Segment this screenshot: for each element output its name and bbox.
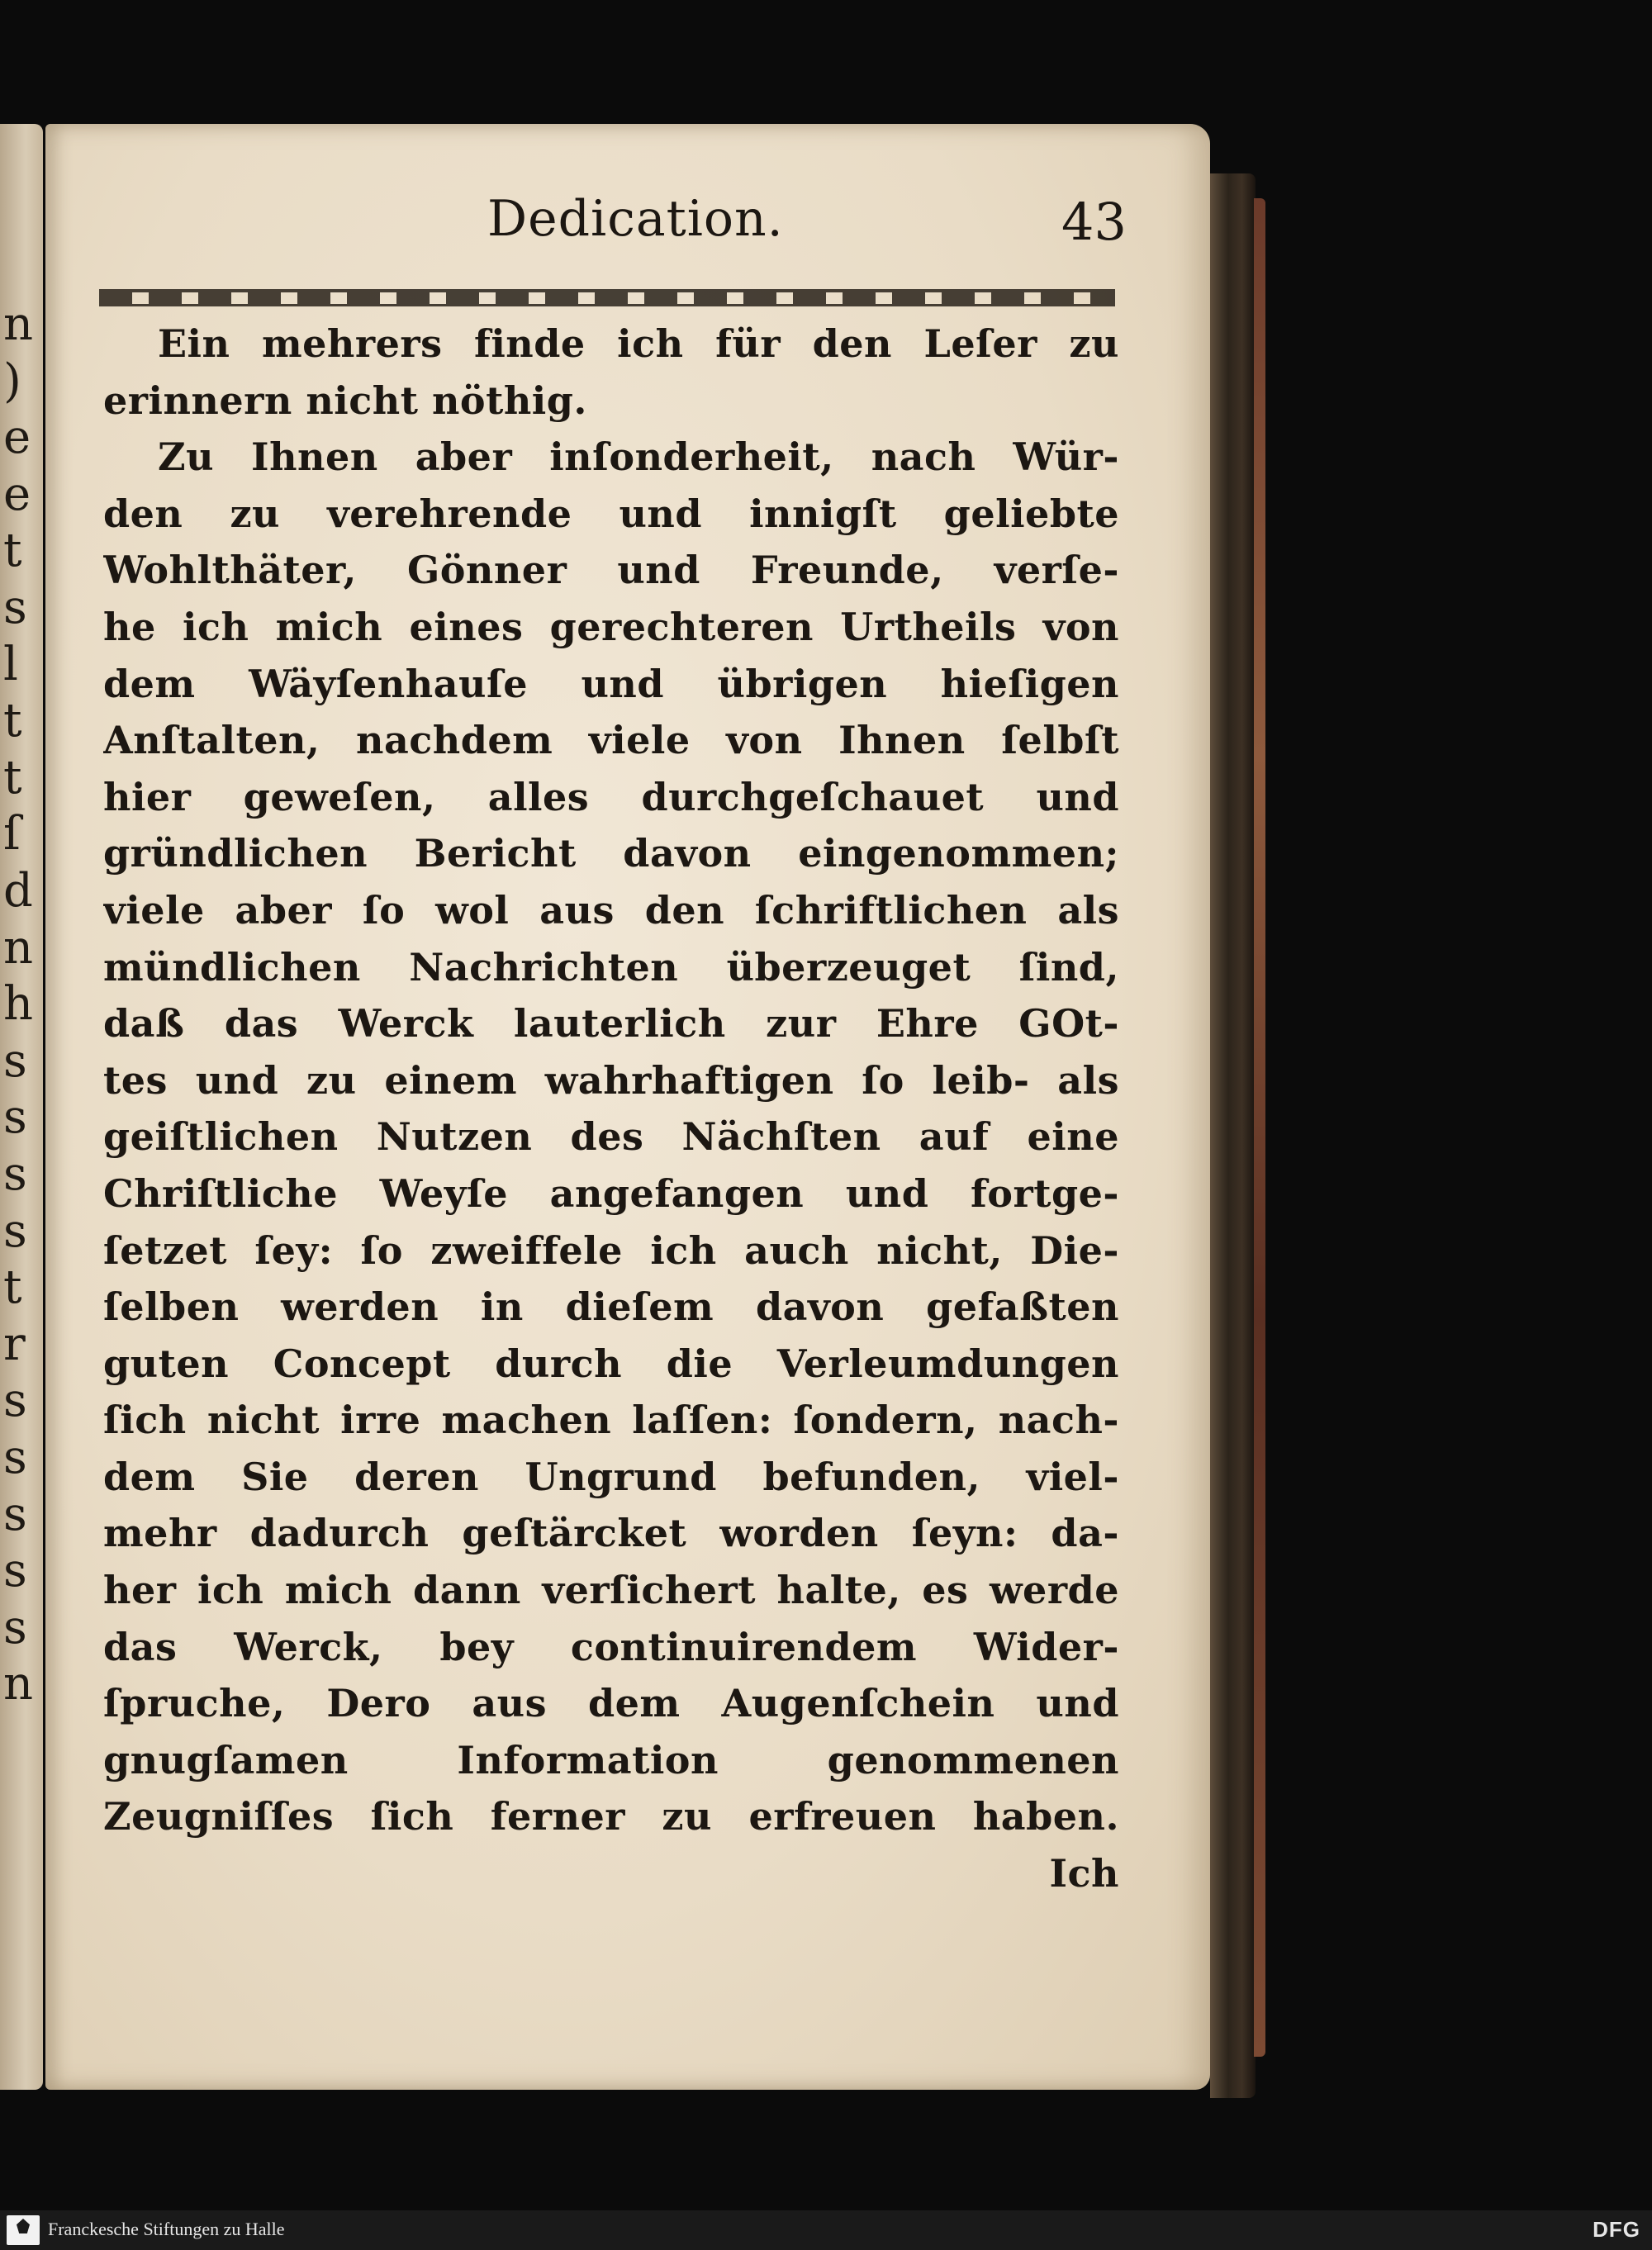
text-line: Chriſtliche Weyſe angefangen und fortge- — [103, 1170, 1119, 1216]
left-page-letter: l — [3, 637, 18, 691]
text-line: ſich nicht irre machen laſſen: ſondern, nach- — [103, 1398, 1119, 1443]
left-page-letter: s — [3, 1544, 27, 1598]
left-page-letter: r — [3, 1317, 26, 1371]
text-line: ſpruche, Dero aus dem Augenſchein und — [103, 1681, 1119, 1726]
viewer-footer — [0, 2210, 1652, 2250]
text-line: Anſtalten, nachdem viele von Ihnen ſelbſt — [103, 718, 1119, 763]
text-line: gnugſamen Information genommenen — [103, 1737, 1119, 1782]
left-page-letter: s — [3, 1033, 27, 1088]
text-line: Wohlthäter, Gönner und Freunde, verſe- — [103, 548, 1119, 593]
left-page-letter: t — [3, 694, 22, 748]
text-line: gründlichen Bericht davon eingenommen; — [103, 831, 1119, 876]
book-page — [45, 124, 1210, 2090]
left-page-letter: s — [3, 1487, 27, 1541]
text-line: ſetzet ſey: ſo zweiffele ich auch nicht, Die- — [103, 1227, 1119, 1273]
left-page-letter: n — [3, 1657, 34, 1711]
book-spine — [1210, 173, 1256, 2098]
book-cover-edge — [1254, 198, 1265, 2057]
text-line: mehr dadurch geſtärcket worden ſeyn: da- — [103, 1511, 1119, 1556]
text-line: Zeugniſſes ſich ferner zu erfreuen haben. — [103, 1794, 1119, 1839]
running-header — [103, 190, 1127, 256]
text-line: he ich mich eines gerechteren Urtheils von — [103, 604, 1119, 649]
left-page-letter: t — [3, 750, 22, 805]
text-line: dem Wäyſenhauſe und übrigen hieſigen — [103, 661, 1119, 706]
text-line: mündlichen Nachrichten überzeuget ſind, — [103, 944, 1119, 990]
left-page-letter: h — [3, 977, 34, 1032]
left-page-letter: s — [3, 1090, 27, 1145]
left-page-letter: e — [3, 411, 31, 465]
text-line: geiſtlichen Nutzen des Nächſten auf eine — [103, 1114, 1119, 1160]
text-line: Ein mehrers finde ich für den Leſer zu — [158, 321, 1119, 366]
text-line: Zu Ihnen aber inſonderheit, nach Wür- — [158, 434, 1119, 480]
page-number: 43 — [1061, 192, 1127, 252]
header-rule — [99, 289, 1115, 306]
left-page-letter: n — [3, 920, 34, 975]
left-page-letter: s — [3, 1600, 27, 1654]
institution-name: Franckesche Stiftungen zu Halle — [48, 2219, 285, 2239]
left-page-letter: s — [3, 1147, 27, 1201]
left-page-letter: s — [3, 581, 27, 634]
left-page-letter: e — [3, 467, 31, 521]
text-line: hier geweſen, alles durchgeſchauet und — [103, 774, 1119, 819]
left-page-letter: t — [3, 524, 22, 578]
text-line: erinnern nicht nöthig. — [103, 377, 587, 423]
left-page-edge — [0, 124, 43, 2090]
left-page-letter: s — [3, 1203, 27, 1258]
left-page-letter: t — [3, 1260, 22, 1315]
text-line: her ich mich dann verſichert halte, es werde — [103, 1568, 1119, 1613]
text-line: ſelben werden in dieſem davon gefaßten — [103, 1284, 1119, 1330]
left-page-letter: n — [3, 297, 34, 351]
text-line: daß das Werck lauterlich zur Ehre GOt- — [103, 1001, 1119, 1047]
text-line: Ich — [1049, 1851, 1119, 1896]
text-line: viele aber ſo wol aus den ſchriftlichen als — [103, 887, 1119, 933]
text-line: guten Concept durch die Verleumdungen — [103, 1341, 1119, 1386]
text-line: tes und zu einem wahrhaftigen ſo leib- als — [103, 1057, 1119, 1103]
left-page-letter: d — [3, 864, 33, 918]
institution-logo-icon — [7, 2215, 40, 2245]
dfg-logo: DFG — [1593, 2217, 1640, 2242]
left-page-letter: ) — [3, 354, 21, 408]
page-title: Dedication. — [487, 190, 784, 248]
page-body — [103, 316, 1119, 1902]
text-line: den zu verehrende und innigſt geliebte — [103, 491, 1119, 536]
left-page-letter: s — [3, 1431, 27, 1484]
text-line: das Werck, bey continuirendem Wider- — [103, 1624, 1119, 1669]
text-line: dem Sie deren Ungrund befunden, viel- — [103, 1454, 1119, 1499]
left-page-letter: ſ — [3, 807, 21, 862]
left-page-letter: s — [3, 1374, 27, 1428]
